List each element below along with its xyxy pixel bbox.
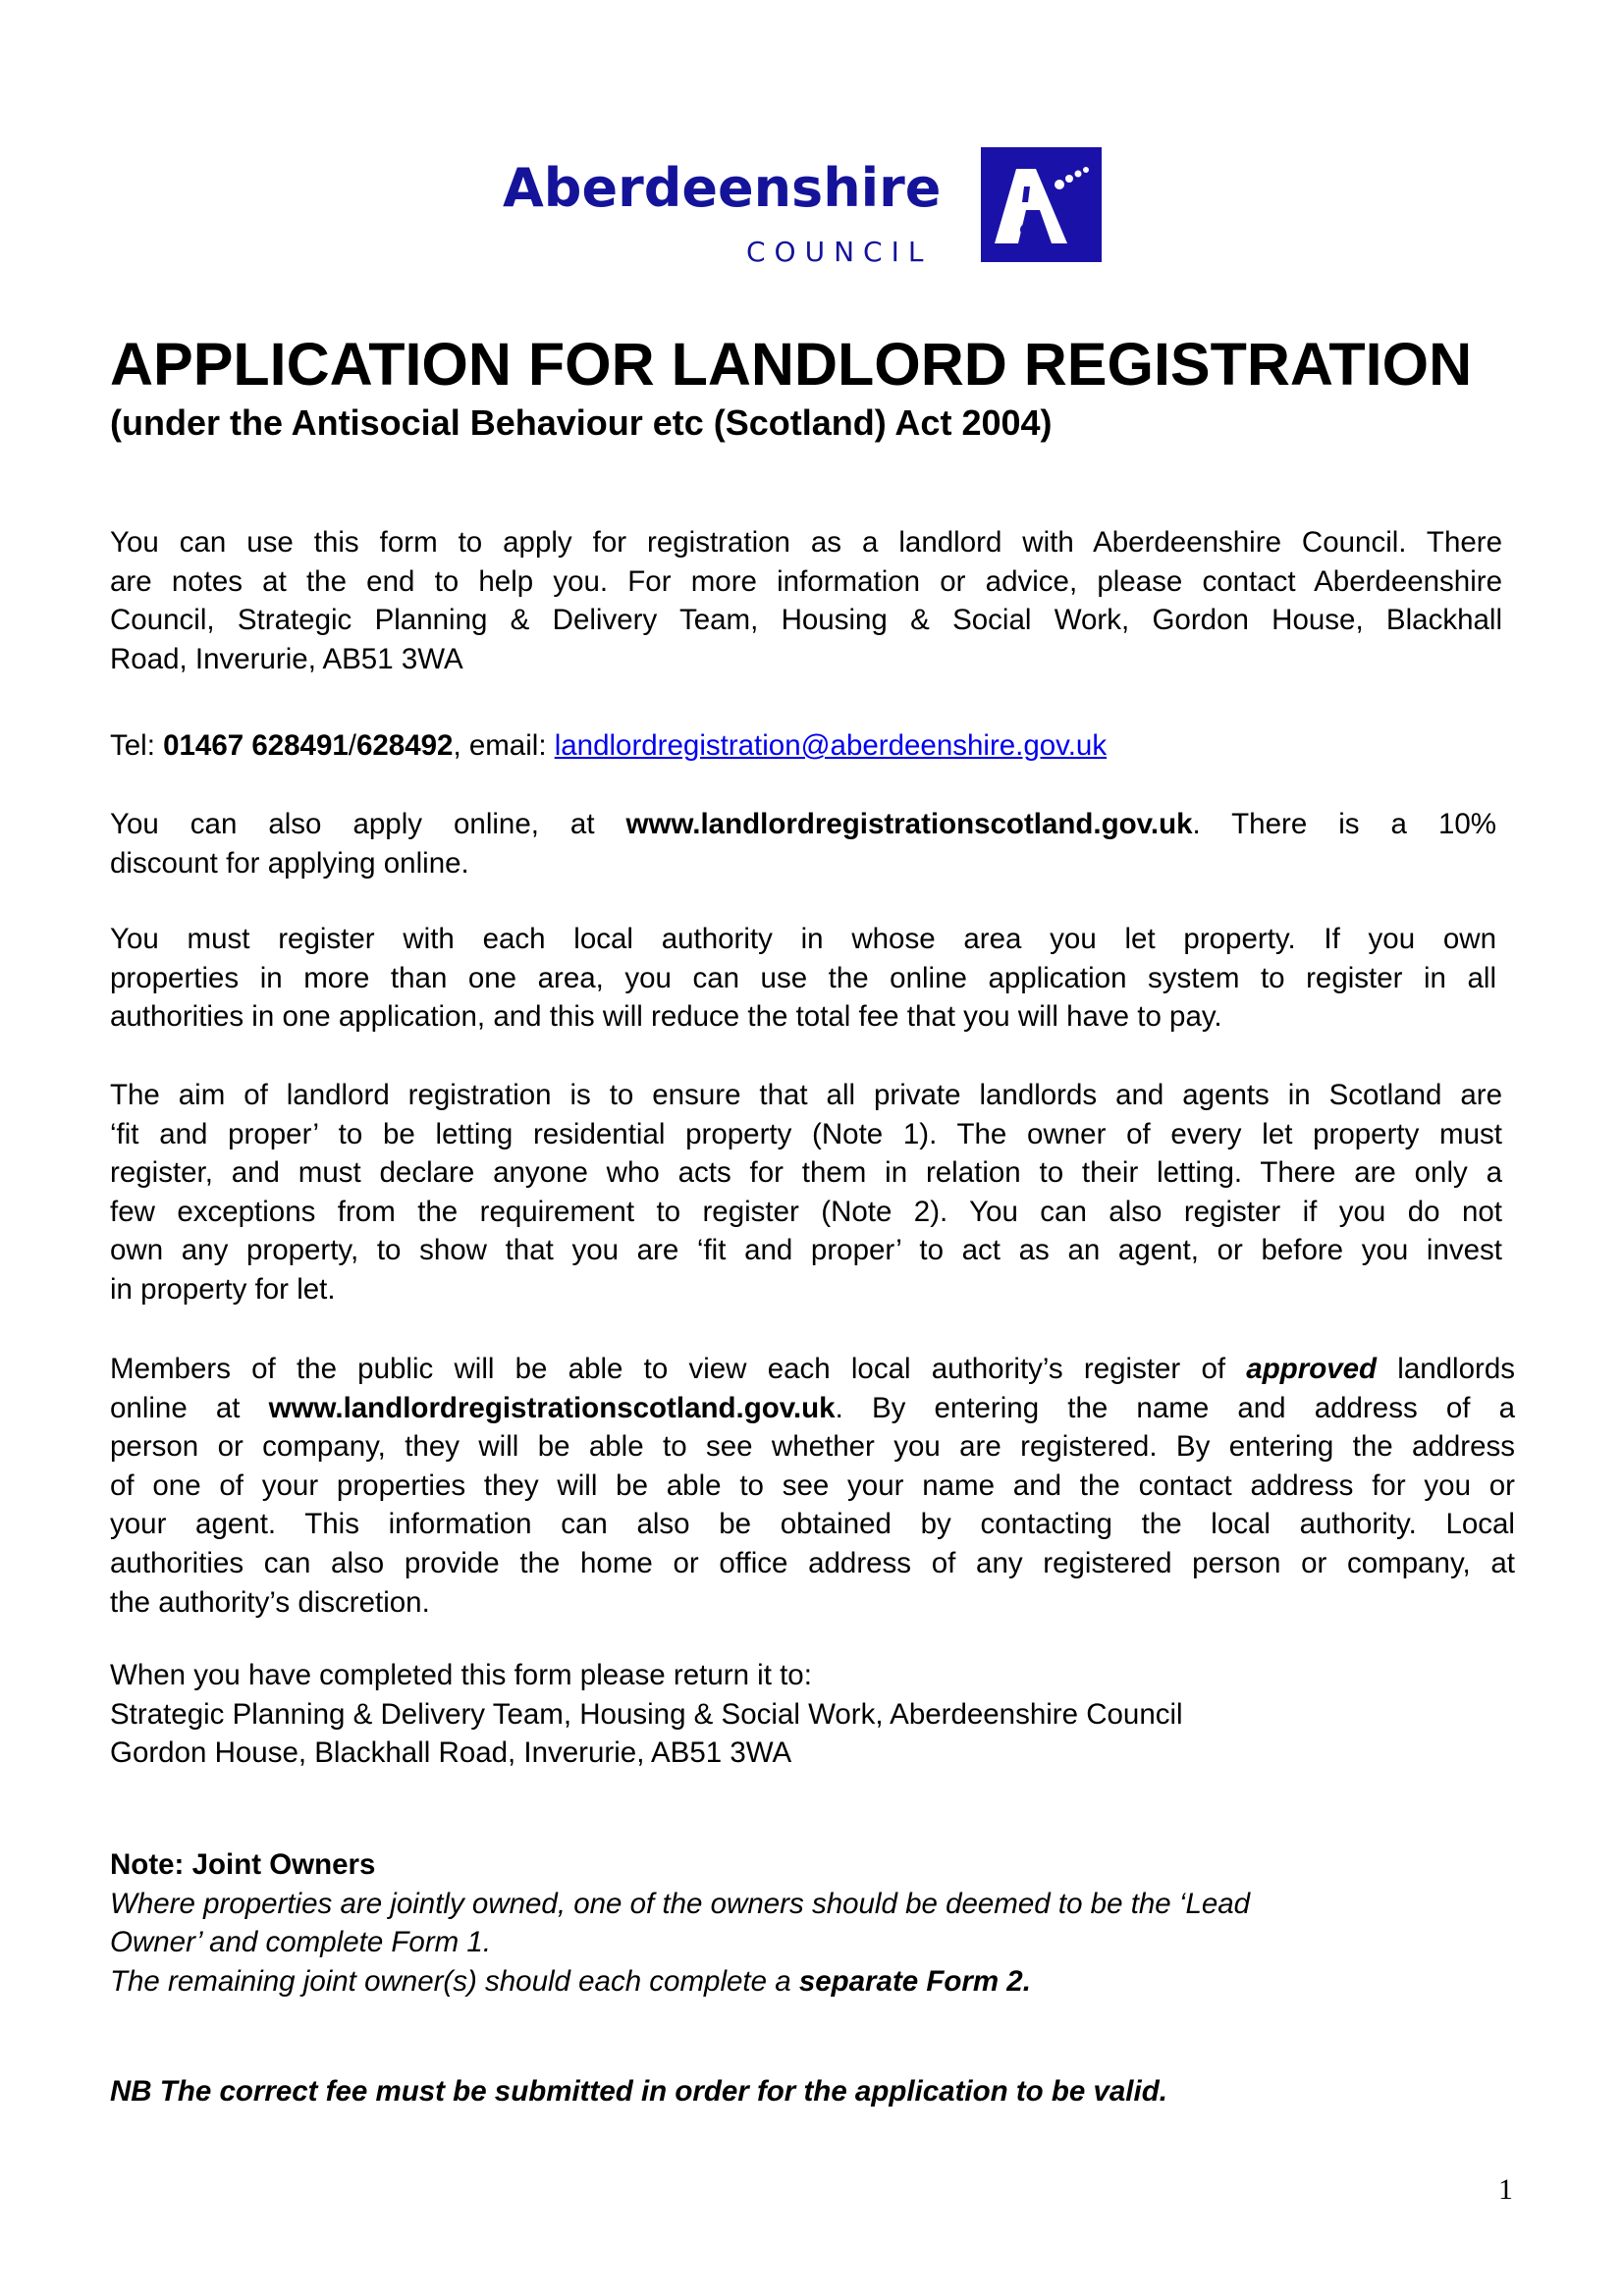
- text-line: [110, 1193, 1502, 1232]
- email-link[interactable]: landlordregistration@aberdeenshire.gov.uk: [554, 729, 1108, 762]
- text-segment: Road, Inverurie, AB51 3WA: [110, 642, 463, 675]
- text-segment: . By entering the name and address of a: [835, 1391, 1515, 1424]
- page-number: 1: [1498, 2173, 1513, 2206]
- text-line: [110, 1153, 1502, 1193]
- logo-subtitle: COUNCIL: [746, 236, 933, 268]
- text-segment: Members of the public will be able to view each local authority’s register of: [110, 1353, 1247, 1385]
- logo-a-icon: [981, 147, 1102, 262]
- text-segment: ‘fit and proper’ to be letting residential property (Note 1). The owner of every let property must: [110, 1117, 1502, 1150]
- text-segment: Gordon House, Blackhall Road, Inverurie, AB51 3WA: [110, 1736, 792, 1770]
- text-line: [110, 959, 1496, 998]
- intro-paragraph: [110, 523, 1502, 678]
- text-line: [110, 920, 1496, 959]
- text-segment: approved: [1246, 1353, 1378, 1385]
- text-segment: You can use this form to apply for registration as a landlord with Aberdeenshire Council. There: [110, 526, 1502, 559]
- text-segment: Owner’ and complete Form 1.: [110, 1926, 492, 1959]
- text-line: [110, 1115, 1502, 1154]
- text-line: [110, 1270, 1502, 1309]
- text-line: [110, 1962, 1502, 2002]
- text-segment: few exceptions from the requirement to register (Note 2). You can also register if you do not: [110, 1195, 1502, 1228]
- joint-owners-note: [110, 1845, 1502, 2001]
- text-segment: . There is a 10%: [1192, 808, 1496, 840]
- text-segment: discount for applying online.: [110, 846, 469, 880]
- page-subtitle: (under the Antisocial Behaviour etc (Scotland) Act 2004): [110, 402, 1053, 443]
- text-line: [110, 726, 1502, 766]
- text-segment: , email:: [453, 729, 555, 762]
- text-segment: 628492: [355, 729, 454, 762]
- text-segment: www.landlordregistrationscotland.gov.uk: [268, 1391, 836, 1424]
- text-segment: landlords: [1377, 1353, 1515, 1385]
- text-segment: authorities in one application, and this will reduce the total fee that you will have to pay.: [110, 1000, 1222, 1034]
- text-line: [110, 523, 1502, 562]
- public-register-paragraph: [110, 1350, 1515, 1622]
- text-line: [110, 1076, 1502, 1115]
- text-line: [110, 1231, 1502, 1270]
- text-segment: in property for let.: [110, 1272, 336, 1306]
- fee-notice: [110, 2072, 1502, 2111]
- text-segment: Council, Strategic Planning & Delivery Team, Housing & Social Work, Gordon House, Blackhall: [110, 604, 1502, 637]
- text-line: [110, 601, 1502, 640]
- text-segment: authorities can also provide the home or office address of any registered person or company, at: [110, 1546, 1515, 1579]
- text-segment: Where properties are jointly owned, one of the owners should be deemed to be the ‘Lead: [110, 1887, 1251, 1920]
- logo-wordmark: Aberdeenshire: [503, 157, 942, 219]
- text-line: [110, 640, 1502, 679]
- text-line: [110, 1583, 1515, 1623]
- text-line: [110, 1505, 1515, 1544]
- text-segment: your agent. This information can also be obtained by contacting the local authority. Local: [110, 1508, 1515, 1541]
- text-segment: When you have completed this form please return it to:: [110, 1659, 812, 1691]
- text-segment: Strategic Planning & Delivery Team, Housing & Social Work, Aberdeenshire Council: [110, 1697, 1183, 1731]
- text-segment: person or company, they will be able to see whether you are registered. By entering the address: [110, 1430, 1515, 1464]
- text-segment: online at: [110, 1391, 269, 1424]
- text-line: [110, 844, 1496, 883]
- page-title: APPLICATION FOR LANDLORD REGISTRATION: [110, 331, 1473, 398]
- online-paragraph: [110, 805, 1496, 882]
- text-line: [110, 1923, 1502, 1962]
- text-line: [110, 1350, 1515, 1389]
- text-line: [110, 805, 1496, 844]
- text-segment: Note: Joint Owners: [110, 1848, 376, 1881]
- text-segment: The aim of landlord registration is to ensure that all private landlords and agents in Scotland are: [110, 1079, 1502, 1111]
- text-segment: of one of your properties they will be able to see your name and the contact address for you or: [110, 1468, 1515, 1502]
- text-segment: NB The correct fee must be submitted in order for the application to be valid.: [110, 2075, 1167, 2108]
- text-line: [110, 1885, 1502, 1924]
- text-segment: own any property, to show that you are ‘fit and proper’ to act as an agent, or before you invest: [110, 1234, 1502, 1267]
- text-segment: www.landlordregistrationscotland.gov.uk: [625, 808, 1193, 840]
- text-segment: register, and must declare anyone who acts for them in relation to their letting. There are only a: [110, 1156, 1502, 1190]
- text-line: [110, 2072, 1502, 2111]
- text-line: [110, 1734, 1502, 1773]
- text-line: [110, 1427, 1515, 1467]
- text-segment: The remaining joint owner(s) should each complete a: [110, 1964, 799, 1998]
- text-segment: separate Form 2.: [798, 1964, 1031, 1998]
- text-segment: You must register with each local authority in whose area you let property. If you own: [110, 923, 1496, 955]
- text-line: [110, 1695, 1502, 1735]
- text-line: [110, 997, 1496, 1037]
- text-line: [110, 1656, 1502, 1695]
- contact-line: [110, 726, 1502, 766]
- aim-paragraph: [110, 1076, 1502, 1309]
- text-segment: 01467 628491: [163, 729, 349, 762]
- text-segment: are notes at the end to help you. For more information or advice, please contact Aberdeenshire: [110, 564, 1502, 598]
- text-line: [110, 1389, 1515, 1428]
- text-line: [110, 562, 1502, 602]
- text-segment: You can also apply online, at: [110, 808, 626, 840]
- text-segment: /: [348, 729, 356, 762]
- text-line: [110, 1467, 1515, 1506]
- text-segment: properties in more than one area, you can use the online application system to register in all: [110, 961, 1496, 994]
- text-segment: Tel:: [110, 729, 164, 762]
- text-line: [110, 1845, 1502, 1885]
- text-line: [110, 1544, 1515, 1583]
- text-segment: the authority’s discretion.: [110, 1585, 430, 1619]
- return-address-paragraph: [110, 1656, 1502, 1773]
- each-authority-paragraph: [110, 920, 1496, 1037]
